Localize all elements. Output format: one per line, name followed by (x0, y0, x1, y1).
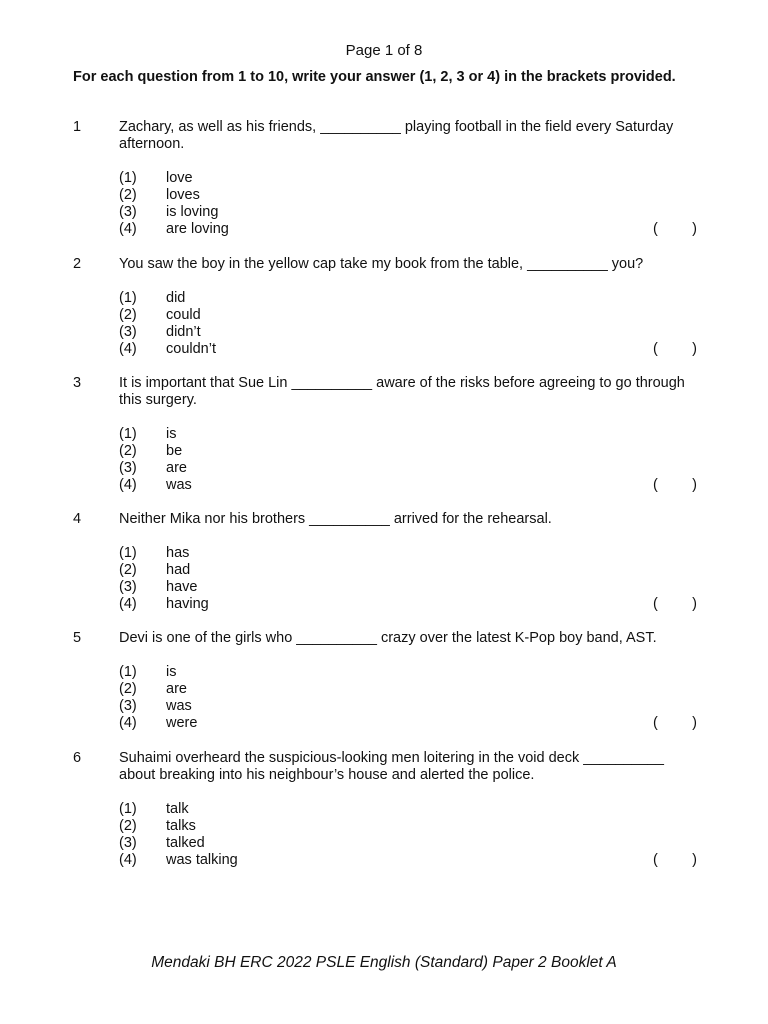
option-text: talks (166, 818, 196, 834)
options-list (119, 545, 699, 613)
bracket-open: ( (653, 852, 658, 868)
option-2 (119, 562, 699, 579)
bracket-open: ( (653, 715, 658, 731)
option-3 (119, 460, 699, 477)
bracket-open: ( (653, 596, 658, 612)
option-4 (119, 596, 699, 613)
option-number: (1) (119, 290, 137, 306)
option-number: (2) (119, 681, 137, 697)
option-number: (3) (119, 324, 137, 340)
option-3 (119, 324, 699, 341)
option-3 (119, 698, 699, 715)
bracket-close: ) (692, 341, 697, 357)
question-number: 4 (73, 511, 82, 527)
option-number: (2) (119, 443, 137, 459)
option-number: (4) (119, 341, 137, 357)
option-number: (3) (119, 460, 137, 476)
options-list (119, 801, 699, 869)
answer-bracket[interactable] (651, 221, 699, 238)
options-list (119, 664, 699, 732)
bracket-open: ( (653, 341, 658, 357)
option-text: is (166, 664, 177, 680)
option-text: have (166, 579, 198, 595)
option-1 (119, 545, 699, 562)
option-number: (2) (119, 562, 137, 578)
option-text: be (166, 443, 183, 459)
option-4 (119, 852, 699, 869)
option-4 (119, 341, 699, 358)
bracket-open: ( (653, 477, 658, 493)
option-4 (119, 477, 699, 494)
option-text: are (166, 460, 187, 476)
option-number: (4) (119, 596, 137, 612)
question-stem: You saw the boy in the yellow cap take my book from the table, __________ you? (119, 256, 644, 272)
option-1 (119, 290, 699, 307)
option-2 (119, 681, 699, 698)
question-number: 1 (73, 119, 82, 135)
option-text: has (166, 545, 190, 561)
answer-bracket[interactable] (651, 341, 699, 358)
option-text: were (166, 715, 198, 731)
option-text: didn’t (166, 324, 201, 340)
option-number: (2) (119, 187, 137, 203)
option-text: was (166, 477, 192, 493)
option-text: is loving (166, 204, 219, 220)
option-3 (119, 579, 699, 596)
question-stem: Suhaimi overheard the suspicious-looking men loitering in the void deck __________ about breaking into his neighbour’s house and alerted the police. (119, 750, 664, 783)
bracket-close: ) (692, 715, 697, 731)
bracket-close: ) (692, 596, 697, 612)
question-stem: Neither Mika nor his brothers __________ arrived for the rehearsal. (119, 511, 552, 527)
question-number: 2 (73, 256, 82, 272)
question-number: 5 (73, 630, 82, 646)
option-number: (1) (119, 170, 137, 186)
option-text: had (166, 562, 191, 578)
option-text: talked (166, 835, 205, 851)
bracket-open: ( (653, 221, 658, 237)
answer-bracket[interactable] (651, 715, 699, 732)
question-number: 6 (73, 750, 82, 766)
option-4 (119, 221, 699, 238)
option-3 (119, 835, 699, 852)
page-number: Page 1 of 8 (345, 42, 423, 59)
option-text: loves (166, 187, 200, 203)
option-number: (1) (119, 664, 137, 680)
option-1 (119, 170, 699, 187)
option-3 (119, 204, 699, 221)
option-number: (3) (119, 579, 137, 595)
option-2 (119, 307, 699, 324)
bracket-close: ) (692, 221, 697, 237)
option-text: couldn’t (166, 341, 216, 357)
answer-bracket[interactable] (651, 477, 699, 494)
question-stem: Zachary, as well as his friends, __________ playing football in the field every Saturday afternoon. (119, 119, 674, 152)
answer-bracket[interactable] (651, 852, 699, 869)
question-stem: Devi is one of the girls who __________ crazy over the latest K-Pop boy band, AST. (119, 630, 657, 646)
option-1 (119, 426, 699, 443)
options-list (119, 426, 699, 494)
option-2 (119, 443, 699, 460)
option-text: did (166, 290, 186, 306)
instructions: For each question from 1 to 10, write your answer (1, 2, 3 or 4) in the brackets provided. (73, 69, 676, 85)
bracket-close: ) (692, 477, 697, 493)
option-number: (1) (119, 801, 137, 817)
answer-bracket[interactable] (651, 596, 699, 613)
option-1 (119, 801, 699, 818)
option-text: talk (166, 801, 189, 817)
option-number: (3) (119, 698, 137, 714)
option-text: having (166, 596, 209, 612)
option-text: was talking (166, 852, 238, 868)
option-4 (119, 715, 699, 732)
option-1 (119, 664, 699, 681)
option-2 (119, 187, 699, 204)
option-number: (2) (119, 307, 137, 323)
option-text: is (166, 426, 177, 442)
option-text: love (166, 170, 193, 186)
option-number: (3) (119, 204, 137, 220)
option-number: (1) (119, 545, 137, 561)
option-number: (4) (119, 221, 137, 237)
option-number: (4) (119, 852, 137, 868)
option-text: are (166, 681, 187, 697)
option-text: was (166, 698, 192, 714)
option-number: (3) (119, 835, 137, 851)
option-number: (4) (119, 715, 137, 731)
question-stem: It is important that Sue Lin __________ aware of the risks before agreeing to go through this surgery. (119, 375, 685, 408)
bracket-close: ) (692, 852, 697, 868)
options-list (119, 170, 699, 238)
option-text: are loving (166, 221, 229, 237)
footer: Mendaki BH ERC 2022 PSLE English (Standard) Paper 2 Booklet A (151, 954, 617, 971)
question-number: 3 (73, 375, 82, 391)
option-2 (119, 818, 699, 835)
option-number: (1) (119, 426, 137, 442)
option-number: (4) (119, 477, 137, 493)
option-text: could (166, 307, 201, 323)
options-list (119, 290, 699, 358)
option-number: (2) (119, 818, 137, 834)
